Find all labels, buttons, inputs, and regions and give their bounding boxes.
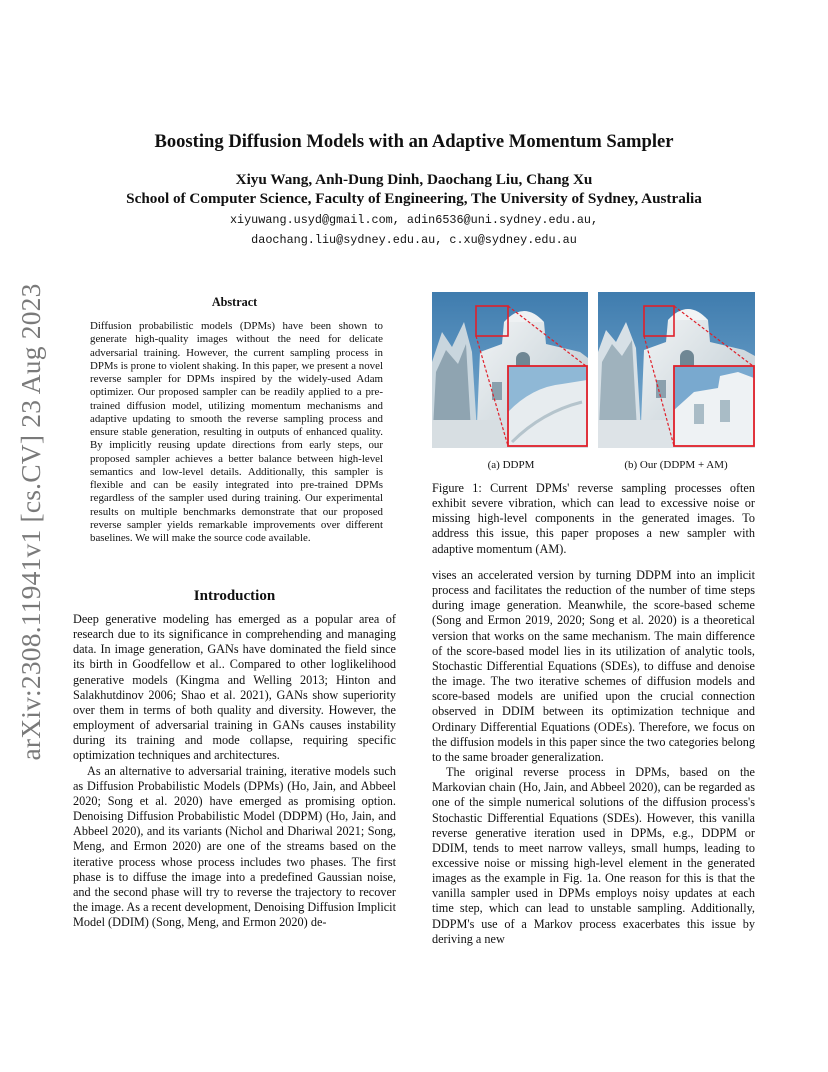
figure-1-images (432, 292, 755, 450)
right-paragraph-2: The original reverse process in DPMs, based on the Markovian chain (Ho, Jain, and Abbeel 2020), can be regarded as one of the simple numerical solutions of the diffusion process's Stochastic Differential Equations (SDEs). However, this vanilla reverse generative iteration used in DPMs, e.g., DDPM or DDIM, tends to meet narrow valleys, small humps, leading to excessive noise or missing high-level element in the generated images as the example in Fig. 1a. One reason for this is that the vanilla sampler used in DPMs employs noisy updates at each time step, which can lead to unstable sampling. Additionally, DDPM's use of a Markov process exacerbates this issue by deriving a new (432, 765, 755, 946)
figure-1-svg (432, 292, 755, 450)
right-paragraph-1: vises an accelerated version by turning DDPM into an implicit process and facilitates the reduction of the number of time steps during image generation. Meanwhile, the score-based scheme (Song and Ermon 2019, 2020; Song et al. 2020) is a theoretical version that works on the same mechanism. The main difference of the score-based model lies in its utilization of analytic tools, Stochastic Differential Equations (SDEs), to diffuse and denoise the image. The two iterative schemes of diffusion models and score-based models are unified upon the crucial connection observed in DDIM between its optimization technique and Ordinary Differential Equations (ODEs). Therefore, we focus on the diffusion models in this paper since the two categories belong to the same broader generalization. (432, 568, 755, 764)
ddpm-zoom-inset (508, 366, 587, 446)
subcaption-ddpm: (a) DDPM (487, 459, 535, 471)
ours-zoom-inset (674, 366, 754, 446)
right-column-text (432, 568, 755, 947)
figure-1-caption: Figure 1: Current DPMs' reverse sampling processes often exhibit severe vibration, which can lead to excessive noise or missing high-level components in the generated images. To address this issue, this paper proposes a new sampler with adaptive momentum (AM). (432, 481, 755, 556)
arxiv-id-text: arXiv:2308.11941v1 [cs.CV] 23 Aug 2023 (15, 283, 46, 761)
introduction-heading: Introduction (193, 588, 276, 604)
paper-title: Boosting Diffusion Models with an Adaptive Momentum Sampler (154, 131, 674, 152)
ddpm-am-sample-image (598, 292, 755, 448)
abstract-body: Diffusion probabilistic models (DPMs) have been shown to generate high-quality images without the need for delicate adversarial training. However, the current sampling process in DPMs is prone to violent shaking. In this paper, we present a novel reverse sampler for DPMs inspired by the widely-used Adam optimizer. Our proposed sampler can be readily applied to a pre-trained diffusion model, utilizing momentum mechanisms and adaptive updating to smooth the reverse sampling process and ensure stable generation, resulting in outputs of enhanced quality. By implicitly reusing update directions from early steps, our proposed sampler achieves a better balance between high-level semantics and low-level details. Additionally, this sampler is flexible and can be easily integrated into pre-trained DPMs regardless of the sampler used during training. Our experimental results on multiple benchmarks demonstrate that our proposed reverse sampler yields remarkable improvements over different baselines. We will make the source code available. (90, 320, 383, 544)
abstract-heading: Abstract (211, 295, 258, 309)
subcaption-ours: (b) Our (DDPM + AM) (624, 459, 728, 471)
email-line-2: daochang.liu@sydney.edu.au, c.xu@sydney.edu.au (251, 233, 577, 247)
intro-paragraph-1: Deep generative modeling has emerged as a popular area of research due to its significance in comprehending and managing data. In image generation, GANs have dominated the field since its birth in Goodfellow et al.. Compared to other loglikelihood generative models (Kingma and Welling 2013; Hinton and Salakhutdinov 2006; Shao et al. 2021), GANs show superiority over them in terms of both quality and diversity. However, the employment of adversarial training in GANs causes instability during its training and mode collapse, requiring specific optimization techniques and architectures. (73, 612, 396, 763)
left-column-text (73, 612, 396, 930)
affiliation: School of Computer Science, Faculty of Engineering, The University of Sydney, Australia (126, 190, 702, 207)
arxiv-identifier (12, 282, 50, 762)
ddpm-sample-image (432, 292, 588, 448)
email-line-1: xiyuwang.usyd@gmail.com, adin6536@uni.sydney.edu.au, (229, 213, 599, 227)
intro-paragraph-2: As an alternative to adversarial training, iterative models such as Diffusion Probabilistic Models (DPMs) (Ho, Jain, and Abbeel 2020; Song et al. 2020) have emerged as promising option. Denoising Diffusion Probabilistic Model (DDPM) (Ho, Jain, and Abbeel 2020), and its variants (Nichol and Dhariwal 2021; Song, Meng, and Ermon 2020) are one of the streams based on the iterative process whose process includes two phases. The first phase is to diffuse the image into a predefined Gaussian noise, and the second phase will try to reverse the trajectory to recover the image. As a recent development, Denoising Diffusion Implicit Model (DDIM) (Song, Meng, and Ermon 2020) de- (73, 763, 396, 930)
author-list: Xiyu Wang, Anh-Dung Dinh, Daochang Liu, Chang Xu (235, 171, 593, 188)
